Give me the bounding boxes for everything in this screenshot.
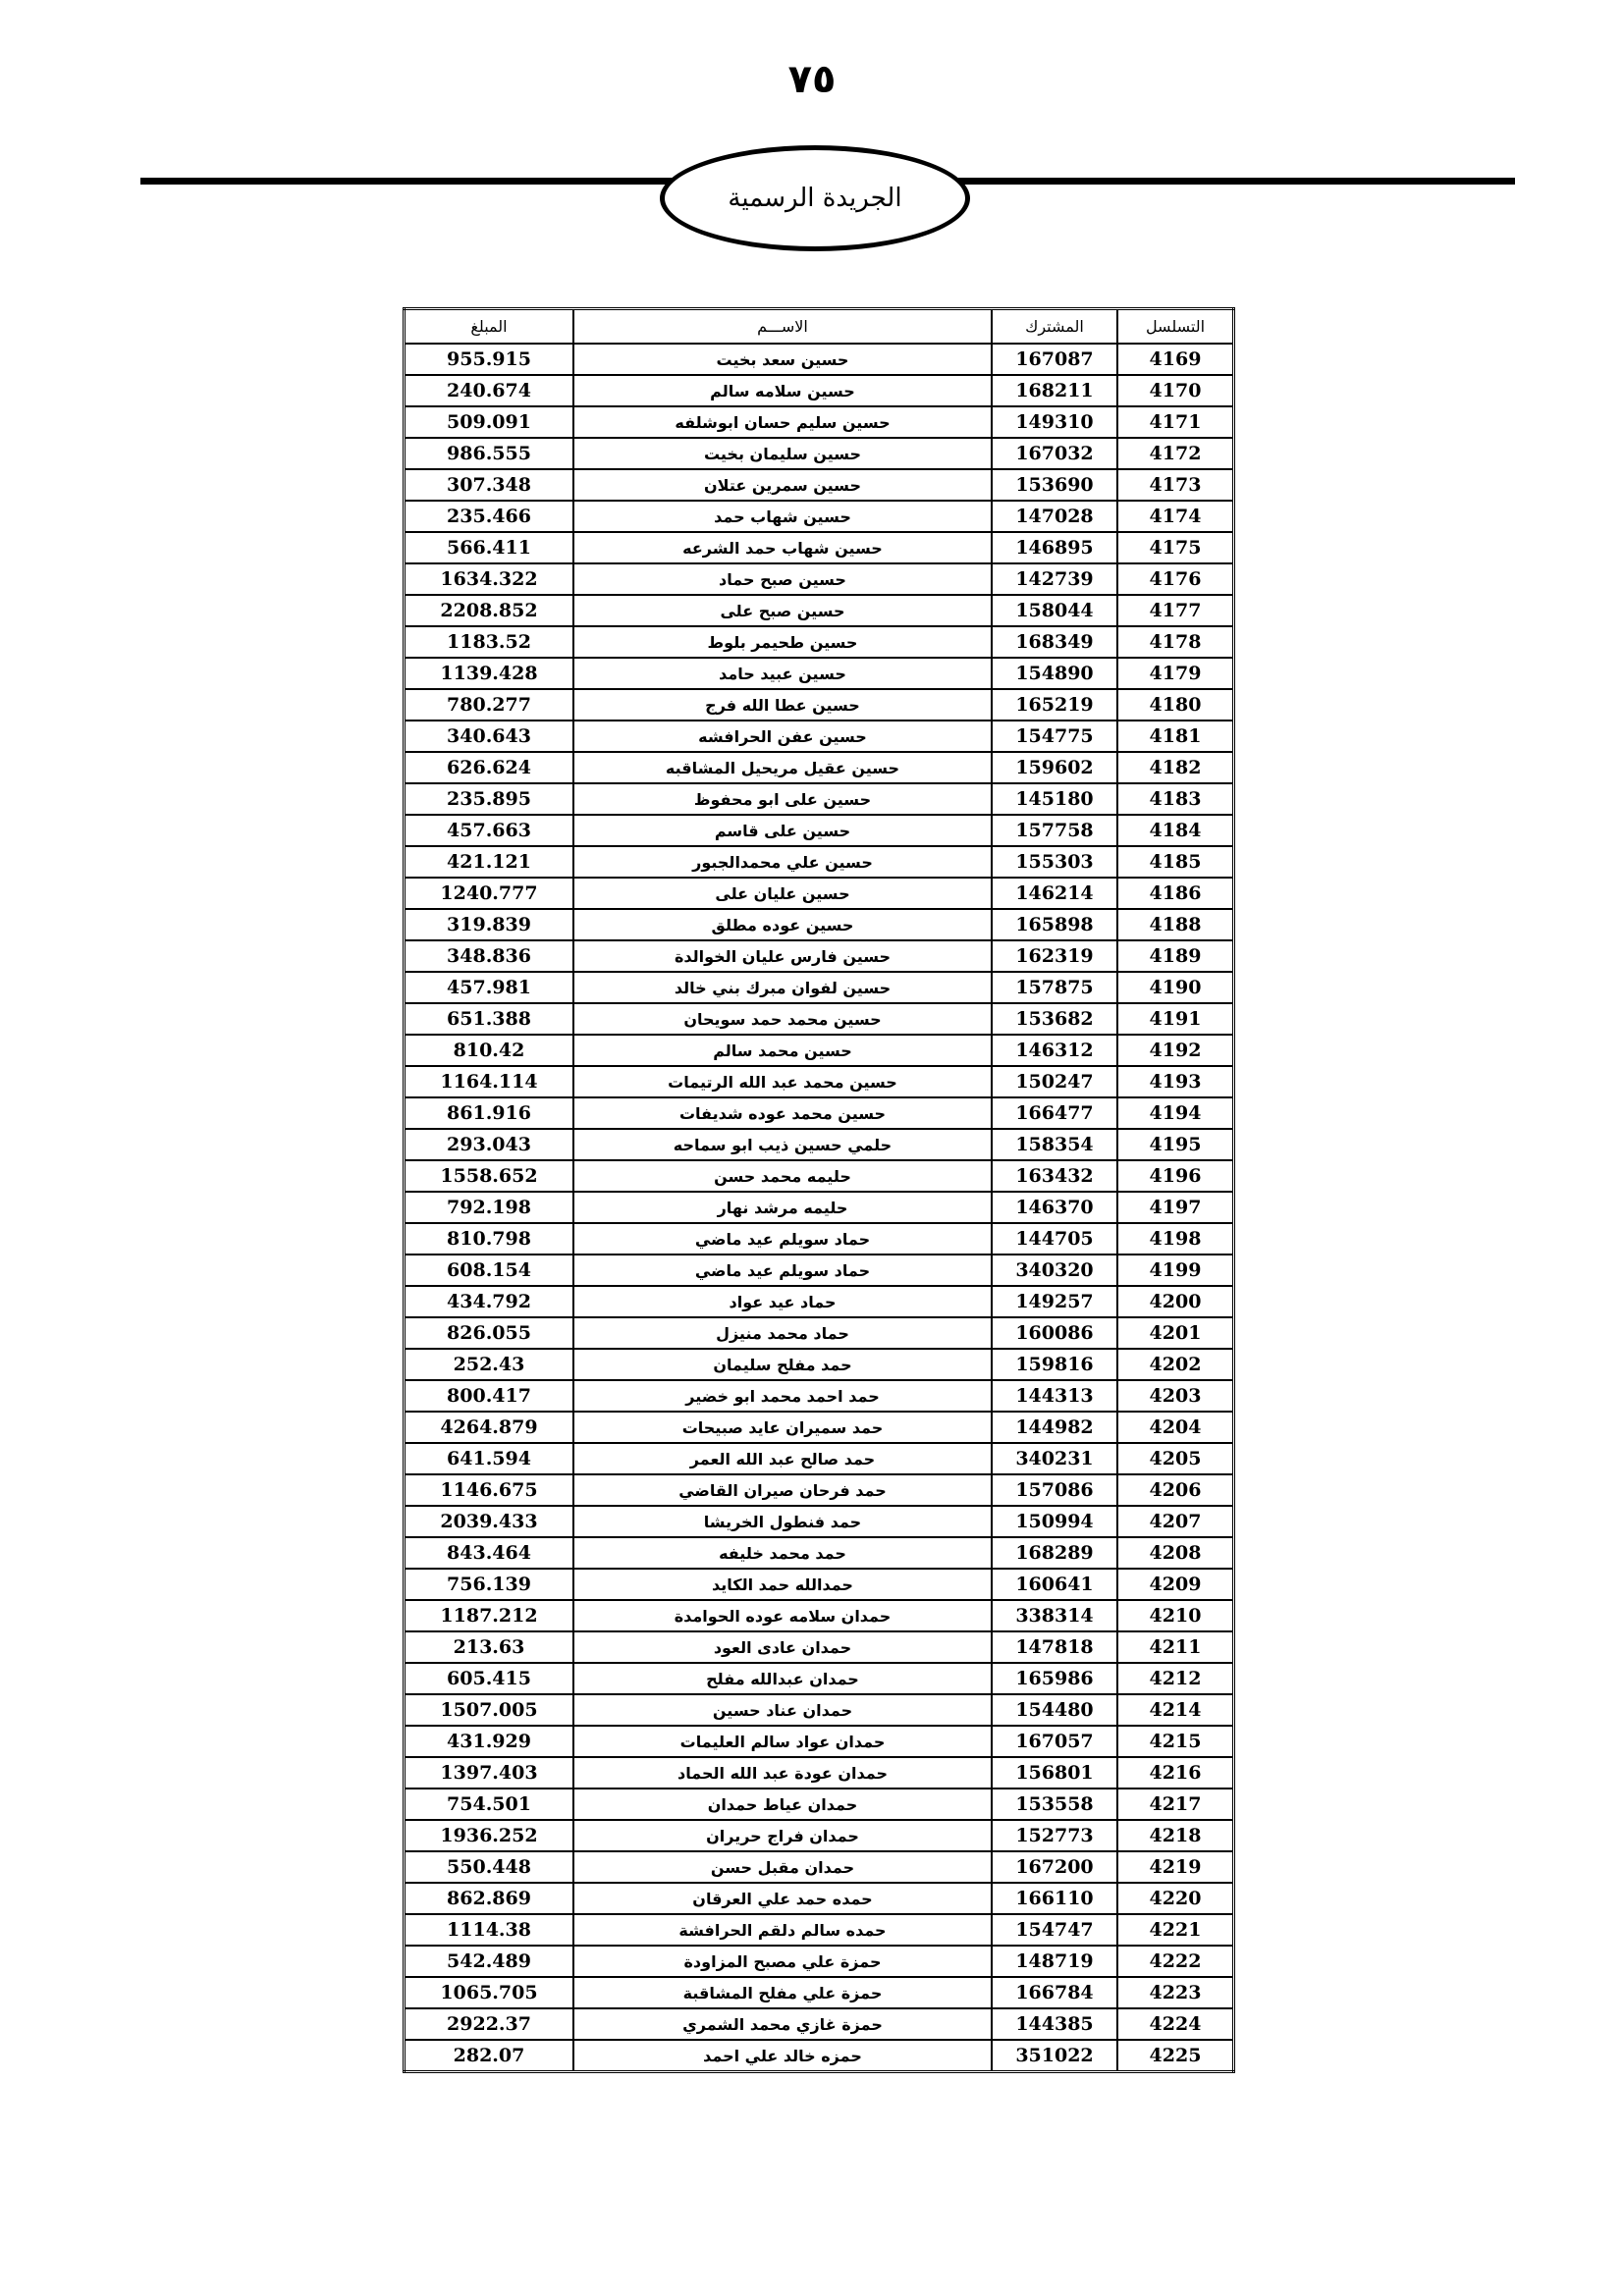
cell-amount: 1065.705 (405, 1977, 574, 2008)
cell-amount: 509.091 (405, 406, 574, 438)
cell-subscriber: 154775 (992, 721, 1117, 752)
table-row (405, 1726, 1234, 1757)
cell-name: حمد فنطول الخريشا (573, 1506, 992, 1537)
cell-subscriber: 166477 (992, 1097, 1117, 1129)
table-row (405, 1757, 1234, 1789)
table-row (405, 1569, 1234, 1600)
cell-subscriber: 142739 (992, 563, 1117, 595)
cell-subscriber: 144385 (992, 2008, 1117, 2040)
table-row (405, 1097, 1234, 1129)
cell-subscriber: 153690 (992, 469, 1117, 501)
table-header-row (405, 309, 1234, 345)
table-row (405, 1851, 1234, 1883)
cell-amount: 1164.114 (405, 1066, 574, 1097)
cell-subscriber: 340320 (992, 1255, 1117, 1286)
table-row (405, 1789, 1234, 1820)
cell-subscriber: 157758 (992, 815, 1117, 846)
cell-subscriber: 154890 (992, 658, 1117, 689)
table-row (405, 1631, 1234, 1663)
cell-serial: 4195 (1117, 1129, 1234, 1160)
table-row (405, 2040, 1234, 2072)
cell-amount: 641.594 (405, 1443, 574, 1474)
cell-name: حمد صالح عبد الله العمر (573, 1443, 992, 1474)
table-row (405, 1694, 1234, 1726)
cell-amount: 843.464 (405, 1537, 574, 1569)
table-row (405, 972, 1234, 1003)
table-row (405, 1255, 1234, 1286)
cell-serial: 4211 (1117, 1631, 1234, 1663)
cell-amount: 810.42 (405, 1035, 574, 1066)
cell-subscriber: 146214 (992, 878, 1117, 909)
cell-name: حسين سلامه سالم (573, 375, 992, 406)
cell-subscriber: 167087 (992, 344, 1117, 375)
cell-amount: 550.448 (405, 1851, 574, 1883)
cell-amount: 1146.675 (405, 1474, 574, 1506)
cell-name: حسين محمد حمد سويحان (573, 1003, 992, 1035)
cell-amount: 605.415 (405, 1663, 574, 1694)
table-row (405, 940, 1234, 972)
cell-amount: 252.43 (405, 1349, 574, 1380)
cell-name: حمد احمد محمد ابو خضير (573, 1380, 992, 1412)
cell-serial: 4174 (1117, 501, 1234, 532)
cell-serial: 4200 (1117, 1286, 1234, 1317)
cell-serial: 4209 (1117, 1569, 1234, 1600)
cell-name: حسين سليمان بخيت (573, 438, 992, 469)
cell-subscriber: 154480 (992, 1694, 1117, 1726)
header-title-oval (660, 145, 970, 251)
cell-serial: 4186 (1117, 878, 1234, 909)
cell-serial: 4194 (1117, 1097, 1234, 1129)
cell-subscriber: 156801 (992, 1757, 1117, 1789)
table-row (405, 1412, 1234, 1443)
cell-amount: 542.489 (405, 1946, 574, 1977)
cell-serial: 4210 (1117, 1600, 1234, 1631)
cell-subscriber: 144705 (992, 1223, 1117, 1255)
table-row (405, 1443, 1234, 1474)
cell-name: حمدان عبدالله مفلح (573, 1663, 992, 1694)
table-row (405, 563, 1234, 595)
cell-amount: 340.643 (405, 721, 574, 752)
cell-name: حسين عفن الحرافشه (573, 721, 992, 752)
cell-serial: 4208 (1117, 1537, 1234, 1569)
table-row (405, 1317, 1234, 1349)
cell-name: حسين شهاب حمد (573, 501, 992, 532)
cell-serial: 4175 (1117, 532, 1234, 563)
table-row (405, 532, 1234, 563)
cell-name: حمد سميران عايد صبيحات (573, 1412, 992, 1443)
table-row (405, 1129, 1234, 1160)
cell-subscriber: 163432 (992, 1160, 1117, 1192)
cell-amount: 293.043 (405, 1129, 574, 1160)
cell-subscriber: 166110 (992, 1883, 1117, 1914)
cell-serial: 4214 (1117, 1694, 1234, 1726)
cell-amount: 421.121 (405, 846, 574, 878)
cell-name: حمد فرحان صيران القاضي (573, 1474, 992, 1506)
cell-serial: 4219 (1117, 1851, 1234, 1883)
cell-subscriber: 165219 (992, 689, 1117, 721)
cell-subscriber: 146312 (992, 1035, 1117, 1066)
table-row (405, 1600, 1234, 1631)
cell-subscriber: 158044 (992, 595, 1117, 626)
table-row (405, 626, 1234, 658)
column-header-subscriber: المشترك (992, 309, 1117, 345)
cell-name: حمد محمد خليفه (573, 1537, 992, 1569)
cell-amount: 235.466 (405, 501, 574, 532)
cell-serial: 4205 (1117, 1443, 1234, 1474)
cell-amount: 1936.252 (405, 1820, 574, 1851)
cell-serial: 4190 (1117, 972, 1234, 1003)
table-row (405, 689, 1234, 721)
cell-serial: 4220 (1117, 1883, 1234, 1914)
table-row (405, 1160, 1234, 1192)
cell-amount: 800.417 (405, 1380, 574, 1412)
table-row (405, 909, 1234, 940)
cell-subscriber: 153558 (992, 1789, 1117, 1820)
cell-name: حمدان عودة عبد الله الحماد (573, 1757, 992, 1789)
cell-serial: 4169 (1117, 344, 1234, 375)
cell-name: حمدان سلامه عوده الحوامدة (573, 1600, 992, 1631)
cell-serial: 4199 (1117, 1255, 1234, 1286)
cell-amount: 2039.433 (405, 1506, 574, 1537)
cell-subscriber: 149310 (992, 406, 1117, 438)
table-row (405, 1946, 1234, 1977)
cell-subscriber: 160641 (992, 1569, 1117, 1600)
cell-amount: 986.555 (405, 438, 574, 469)
cell-name: حسين سمرين عتلان (573, 469, 992, 501)
cell-subscriber: 160086 (992, 1317, 1117, 1349)
cell-amount: 608.154 (405, 1255, 574, 1286)
cell-name: حمدالله حمد الكايد (573, 1569, 992, 1600)
cell-serial: 4204 (1117, 1412, 1234, 1443)
cell-amount: 282.07 (405, 2040, 574, 2072)
table-row (405, 375, 1234, 406)
cell-name: حماد سويلم عيد ماضي (573, 1223, 992, 1255)
cell-name: حسين عليان على (573, 878, 992, 909)
cell-name: حمدان مقبل حسن (573, 1851, 992, 1883)
cell-serial: 4192 (1117, 1035, 1234, 1066)
cell-amount: 348.836 (405, 940, 574, 972)
cell-serial: 4184 (1117, 815, 1234, 846)
cell-serial: 4181 (1117, 721, 1234, 752)
cell-subscriber: 146370 (992, 1192, 1117, 1223)
table-row (405, 1506, 1234, 1537)
cell-serial: 4183 (1117, 783, 1234, 815)
cell-subscriber: 351022 (992, 2040, 1117, 2072)
table-row (405, 846, 1234, 878)
cell-serial: 4212 (1117, 1663, 1234, 1694)
table-row (405, 721, 1234, 752)
cell-subscriber: 166784 (992, 1977, 1117, 2008)
cell-amount: 1240.777 (405, 878, 574, 909)
cell-name: حمزة علي مفلح المشاقبة (573, 1977, 992, 2008)
cell-name: حسين عقيل مريحيل المشاقبه (573, 752, 992, 783)
cell-serial: 4182 (1117, 752, 1234, 783)
cell-amount: 2208.852 (405, 595, 574, 626)
cell-amount: 1507.005 (405, 1694, 574, 1726)
cell-name: حسين صبح على (573, 595, 992, 626)
cell-amount: 235.895 (405, 783, 574, 815)
cell-amount: 1139.428 (405, 658, 574, 689)
cell-amount: 319.839 (405, 909, 574, 940)
cell-serial: 4177 (1117, 595, 1234, 626)
table-row (405, 1380, 1234, 1412)
cell-serial: 4172 (1117, 438, 1234, 469)
cell-name: حمدان عياط حمدان (573, 1789, 992, 1820)
cell-subscriber: 165898 (992, 909, 1117, 940)
cell-subscriber: 167200 (992, 1851, 1117, 1883)
cell-amount: 4264.879 (405, 1412, 574, 1443)
cell-subscriber: 155303 (992, 846, 1117, 878)
cell-amount: 240.674 (405, 375, 574, 406)
table-row (405, 595, 1234, 626)
table-row (405, 1883, 1234, 1914)
cell-subscriber: 149257 (992, 1286, 1117, 1317)
cell-amount: 566.411 (405, 532, 574, 563)
column-header-name: الاســـم (573, 309, 992, 345)
cell-serial: 4189 (1117, 940, 1234, 972)
cell-serial: 4221 (1117, 1914, 1234, 1946)
table-row (405, 878, 1234, 909)
cell-serial: 4185 (1117, 846, 1234, 878)
cell-serial: 4215 (1117, 1726, 1234, 1757)
cell-amount: 826.055 (405, 1317, 574, 1349)
cell-serial: 4170 (1117, 375, 1234, 406)
cell-name: حسين سعد بخيت (573, 344, 992, 375)
cell-amount: 1114.38 (405, 1914, 574, 1946)
table-row (405, 1035, 1234, 1066)
table-row (405, 438, 1234, 469)
cell-amount: 754.501 (405, 1789, 574, 1820)
cell-name: حمدان فراج حريران (573, 1820, 992, 1851)
cell-serial: 4196 (1117, 1160, 1234, 1192)
cell-serial: 4171 (1117, 406, 1234, 438)
cell-subscriber: 144313 (992, 1380, 1117, 1412)
cell-serial: 4173 (1117, 469, 1234, 501)
cell-name: حسين محمد عبد الله الرتيمات (573, 1066, 992, 1097)
cell-serial: 4176 (1117, 563, 1234, 595)
cell-subscriber: 150247 (992, 1066, 1117, 1097)
cell-amount: 756.139 (405, 1569, 574, 1600)
table-row (405, 1286, 1234, 1317)
cell-serial: 4222 (1117, 1946, 1234, 1977)
cell-name: حمدان عواد سالم العليمات (573, 1726, 992, 1757)
table-row (405, 1977, 1234, 2008)
table-row (405, 1914, 1234, 1946)
table-row (405, 344, 1234, 375)
cell-subscriber: 340231 (992, 1443, 1117, 1474)
cell-subscriber: 144982 (992, 1412, 1117, 1443)
cell-amount: 457.981 (405, 972, 574, 1003)
cell-subscriber: 148719 (992, 1946, 1117, 1977)
table-row (405, 1066, 1234, 1097)
cell-name: حسين محمد سالم (573, 1035, 992, 1066)
cell-serial: 4198 (1117, 1223, 1234, 1255)
cell-name: حمزة غازي محمد الشمري (573, 2008, 992, 2040)
cell-subscriber: 338314 (992, 1600, 1117, 1631)
cell-subscriber: 150994 (992, 1506, 1117, 1537)
cell-name: حسين شهاب حمد الشرعه (573, 532, 992, 563)
cell-name: حمدان عناد حسين (573, 1694, 992, 1726)
cell-subscriber: 147818 (992, 1631, 1117, 1663)
cell-amount: 1397.403 (405, 1757, 574, 1789)
cell-serial: 4188 (1117, 909, 1234, 940)
cell-amount: 810.798 (405, 1223, 574, 1255)
cell-amount: 780.277 (405, 689, 574, 721)
cell-amount: 1634.322 (405, 563, 574, 595)
cell-subscriber: 167032 (992, 438, 1117, 469)
cell-serial: 4180 (1117, 689, 1234, 721)
column-header-amount: المبلغ (405, 309, 574, 345)
cell-amount: 431.929 (405, 1726, 574, 1757)
cell-name: حليمه محمد حسن (573, 1160, 992, 1192)
cell-serial: 4206 (1117, 1474, 1234, 1506)
page-number: ٧٥ (787, 57, 837, 102)
cell-name: حسين على قاسم (573, 815, 992, 846)
cell-name: حسين طحيمر بلوط (573, 626, 992, 658)
cell-name: حليمه مرشد نهار (573, 1192, 992, 1223)
cell-name: حمده سالم دلقم الحرافشة (573, 1914, 992, 1946)
cell-name: حسين سليم حسان ابوشلفه (573, 406, 992, 438)
cell-amount: 792.198 (405, 1192, 574, 1223)
cell-name: حمده حمد علي العرقان (573, 1883, 992, 1914)
cell-name: حلمي حسين ذيب ابو سماحه (573, 1129, 992, 1160)
cell-subscriber: 152773 (992, 1820, 1117, 1851)
cell-amount: 307.348 (405, 469, 574, 501)
cell-name: حسين علي محمدالجبور (573, 846, 992, 878)
cell-name: حسين لفوان مبرك بني خالد (573, 972, 992, 1003)
table-row (405, 1192, 1234, 1223)
cell-amount: 1183.52 (405, 626, 574, 658)
cell-name: حمد مفلح سليمان (573, 1349, 992, 1380)
cell-amount: 1187.212 (405, 1600, 574, 1631)
cell-subscriber: 159602 (992, 752, 1117, 783)
cell-subscriber: 158354 (992, 1129, 1117, 1160)
table-row (405, 658, 1234, 689)
cell-serial: 4207 (1117, 1506, 1234, 1537)
cell-subscriber: 154747 (992, 1914, 1117, 1946)
cell-name: حسين عبيد حامد (573, 658, 992, 689)
cell-serial: 4224 (1117, 2008, 1234, 2040)
table-row (405, 1663, 1234, 1694)
column-header-serial: التسلسل (1117, 309, 1234, 345)
header-title: الجريدة الرسمية (728, 184, 902, 213)
cell-serial: 4202 (1117, 1349, 1234, 1380)
cell-amount: 862.869 (405, 1883, 574, 1914)
cell-subscriber: 168349 (992, 626, 1117, 658)
cell-name: حمدان عادى العود (573, 1631, 992, 1663)
table-row (405, 1537, 1234, 1569)
cell-amount: 457.663 (405, 815, 574, 846)
table-row (405, 1003, 1234, 1035)
cell-serial: 4216 (1117, 1757, 1234, 1789)
cell-subscriber: 162319 (992, 940, 1117, 972)
cell-subscriber: 159816 (992, 1349, 1117, 1380)
cell-name: حسين عوده مطلق (573, 909, 992, 940)
cell-serial: 4179 (1117, 658, 1234, 689)
cell-name: حمزه خالد علي احمد (573, 2040, 992, 2072)
table-row (405, 406, 1234, 438)
cell-amount: 626.624 (405, 752, 574, 783)
cell-subscriber: 168211 (992, 375, 1117, 406)
cell-name: حسين عطا الله فرج (573, 689, 992, 721)
cell-serial: 4223 (1117, 1977, 1234, 2008)
cell-amount: 1558.652 (405, 1160, 574, 1192)
cell-subscriber: 146895 (992, 532, 1117, 563)
cell-amount: 955.915 (405, 344, 574, 375)
cell-name: حسين صبح حماد (573, 563, 992, 595)
cell-name: حسين على ابو محفوظ (573, 783, 992, 815)
cell-serial: 4197 (1117, 1192, 1234, 1223)
cell-amount: 651.388 (405, 1003, 574, 1035)
cell-name: حماد سويلم عيد ماضي (573, 1255, 992, 1286)
table-row (405, 469, 1234, 501)
table-row (405, 752, 1234, 783)
cell-subscriber: 153682 (992, 1003, 1117, 1035)
cell-subscriber: 167057 (992, 1726, 1117, 1757)
table-row (405, 1474, 1234, 1506)
cell-amount: 861.916 (405, 1097, 574, 1129)
cell-subscriber: 165986 (992, 1663, 1117, 1694)
table-row (405, 815, 1234, 846)
cell-subscriber: 145180 (992, 783, 1117, 815)
table-row (405, 501, 1234, 532)
cell-serial: 4178 (1117, 626, 1234, 658)
cell-serial: 4193 (1117, 1066, 1234, 1097)
cell-amount: 434.792 (405, 1286, 574, 1317)
table-row (405, 1223, 1234, 1255)
table-row (405, 1349, 1234, 1380)
cell-serial: 4203 (1117, 1380, 1234, 1412)
cell-name: حسين محمد عوده شديفات (573, 1097, 992, 1129)
cell-amount: 2922.37 (405, 2008, 574, 2040)
cell-amount: 213.63 (405, 1631, 574, 1663)
cell-serial: 4217 (1117, 1789, 1234, 1820)
cell-subscriber: 147028 (992, 501, 1117, 532)
cell-subscriber: 168289 (992, 1537, 1117, 1569)
subscribers-table (403, 307, 1235, 2073)
cell-serial: 4225 (1117, 2040, 1234, 2072)
cell-name: حمزة علي مصبح المزاودة (573, 1946, 992, 1977)
table-body (405, 344, 1234, 2072)
cell-subscriber: 157086 (992, 1474, 1117, 1506)
table-row (405, 783, 1234, 815)
cell-subscriber: 157875 (992, 972, 1117, 1003)
cell-serial: 4191 (1117, 1003, 1234, 1035)
cell-serial: 4218 (1117, 1820, 1234, 1851)
cell-name: حماد محمد منيزل (573, 1317, 992, 1349)
table-row (405, 1820, 1234, 1851)
cell-name: حسين فارس عليان الخوالدة (573, 940, 992, 972)
cell-serial: 4201 (1117, 1317, 1234, 1349)
table-row (405, 2008, 1234, 2040)
cell-name: حماد عيد عواد (573, 1286, 992, 1317)
